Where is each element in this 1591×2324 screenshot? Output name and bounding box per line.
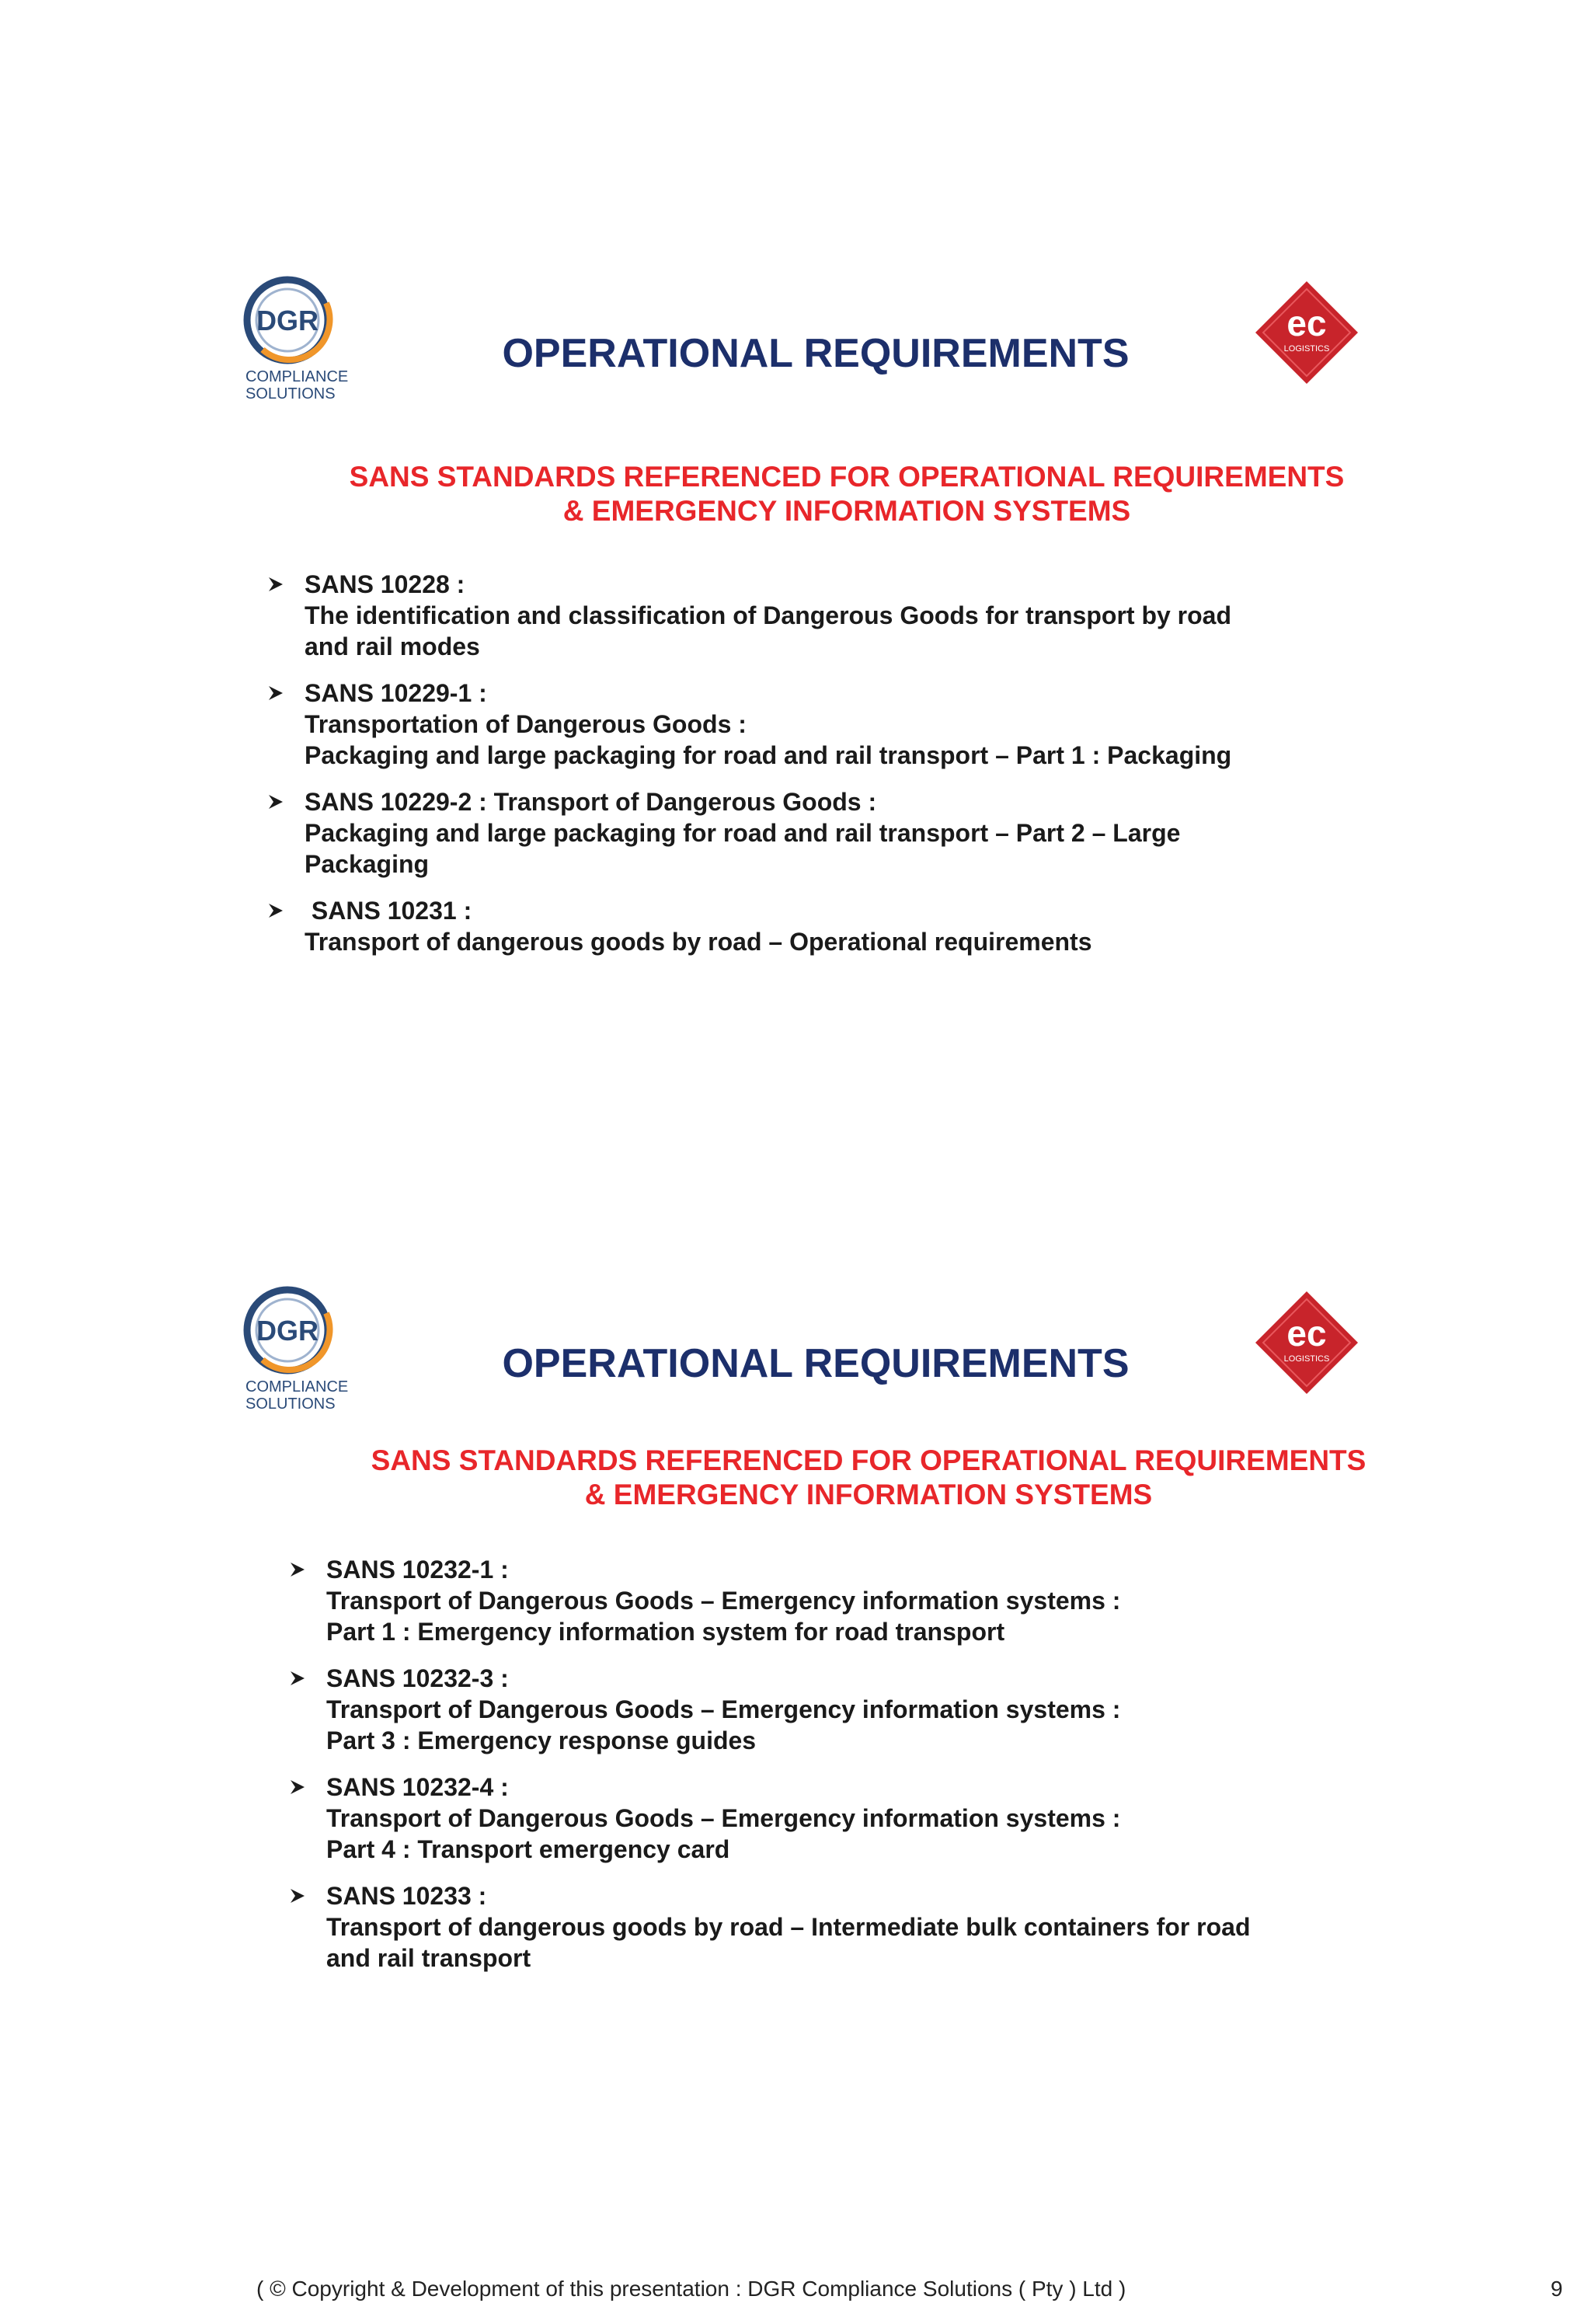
dgr-sub-line-1: COMPLIANCE: [245, 1378, 349, 1395]
item-line: Packaging: [305, 850, 430, 878]
item-code: SANS 10232-1 :: [326, 1556, 509, 1584]
arrow-bullet-icon: [289, 1779, 306, 1796]
item-line: Packaging and large packaging for road and rail transport – Part 1 : Packaging: [305, 741, 1232, 769]
list-item: [287, 1554, 1344, 1647]
ec-mark-text: ec: [1286, 1313, 1327, 1354]
item-code: SANS 10229-1 :: [305, 679, 487, 707]
item-code: SANS 10232-4 :: [326, 1773, 509, 1801]
arrow-bullet-icon: [289, 1887, 306, 1904]
standards-list: [287, 1554, 1344, 1989]
ec-diamond-icon: [1252, 278, 1361, 387]
ec-mark-text: ec: [1286, 303, 1327, 343]
dgr-mark-text: DGR: [256, 305, 319, 336]
list-item: [266, 569, 1322, 662]
item-line: Packaging and large packaging for road and rail transport – Part 2 – Large: [305, 819, 1181, 847]
item-code: SANS 10233 :: [326, 1882, 487, 1910]
item-line: and rail transport: [326, 1944, 531, 1972]
list-item: [266, 786, 1322, 880]
ec-logistics-logo: [1252, 1288, 1361, 1397]
subtitle-line-1: SANS STANDARDS REFERENCED FOR OPERATIONAL REQUIREMENTS: [371, 1444, 1366, 1476]
slide-title: OPERATIONAL REQUIREMENTS: [502, 331, 1130, 376]
arrow-bullet-icon: [267, 576, 284, 593]
list-item: [266, 895, 1322, 957]
item-line: and rail modes: [305, 632, 480, 660]
item-line: Transport of Dangerous Goods – Emergency information systems :: [326, 1804, 1121, 1832]
item-code: SANS 10232-3 :: [326, 1664, 509, 1692]
item-line: The identification and classification of Dangerous Goods for transport by road: [305, 601, 1232, 629]
dgr-sub-line-2: SOLUTIONS: [245, 385, 336, 402]
list-item: [287, 1663, 1344, 1756]
subtitle-line-1: SANS STANDARDS REFERENCED FOR OPERATIONAL REQUIREMENTS: [349, 461, 1345, 493]
arrow-bullet-icon: [267, 685, 284, 702]
item-line: Part 1 : Emergency information system for road transport: [326, 1618, 1005, 1646]
dgr-sub-line-1: COMPLIANCE: [245, 368, 349, 385]
item-line: Transport of Dangerous Goods – Emergency information systems :: [326, 1695, 1121, 1723]
slide-title: OPERATIONAL REQUIREMENTS: [502, 1341, 1130, 1386]
ec-sub-text: LOGISTICS: [1283, 344, 1330, 354]
item-code: SANS 10229-2 : Transport of Dangerous Goods :: [305, 788, 877, 816]
slide-2: [233, 1274, 1398, 2051]
dgr-sub-line-2: SOLUTIONS: [245, 1395, 336, 1413]
item-line: Part 3 : Emergency response guides: [326, 1726, 757, 1754]
slide-subtitle: [264, 460, 1429, 528]
arrow-bullet-icon: [267, 902, 284, 919]
standards-list: [266, 569, 1322, 973]
item-line: Transport of Dangerous Goods – Emergency information systems :: [326, 1587, 1121, 1615]
subtitle-line-2: & EMERGENCY INFORMATION SYSTEMS: [562, 495, 1131, 527]
list-item: [287, 1880, 1344, 1974]
dgr-mark-text: DGR: [256, 1315, 319, 1347]
ec-logistics-logo: [1252, 278, 1361, 387]
item-code: SANS 10228 :: [305, 570, 465, 598]
item-line: Transportation of Dangerous Goods :: [305, 710, 747, 738]
page-number: 9: [1551, 2277, 1563, 2301]
slide-subtitle: [286, 1444, 1451, 1512]
list-item: [287, 1772, 1344, 1865]
slide-1: [233, 264, 1398, 1041]
ec-sub-text: LOGISTICS: [1283, 1354, 1330, 1364]
list-item: [266, 678, 1322, 771]
arrow-bullet-icon: [289, 1670, 306, 1687]
copyright-notice: ( © Copyright & Development of this presentation : DGR Compliance Solutions ( Pty ) Ltd ): [256, 2277, 1126, 2301]
ec-diamond-icon: [1252, 1288, 1361, 1397]
item-line: Transport of dangerous goods by road – Intermediate bulk containers for road: [326, 1913, 1251, 1941]
item-line: Transport of dangerous goods by road – Operational requirements: [305, 928, 1092, 956]
page-footer: [0, 2277, 1591, 2308]
arrow-bullet-icon: [289, 1561, 306, 1578]
item-code: SANS 10231 :: [305, 897, 472, 925]
item-line: Part 4 : Transport emergency card: [326, 1835, 730, 1863]
arrow-bullet-icon: [267, 793, 284, 810]
subtitle-line-2: & EMERGENCY INFORMATION SYSTEMS: [584, 1479, 1153, 1510]
